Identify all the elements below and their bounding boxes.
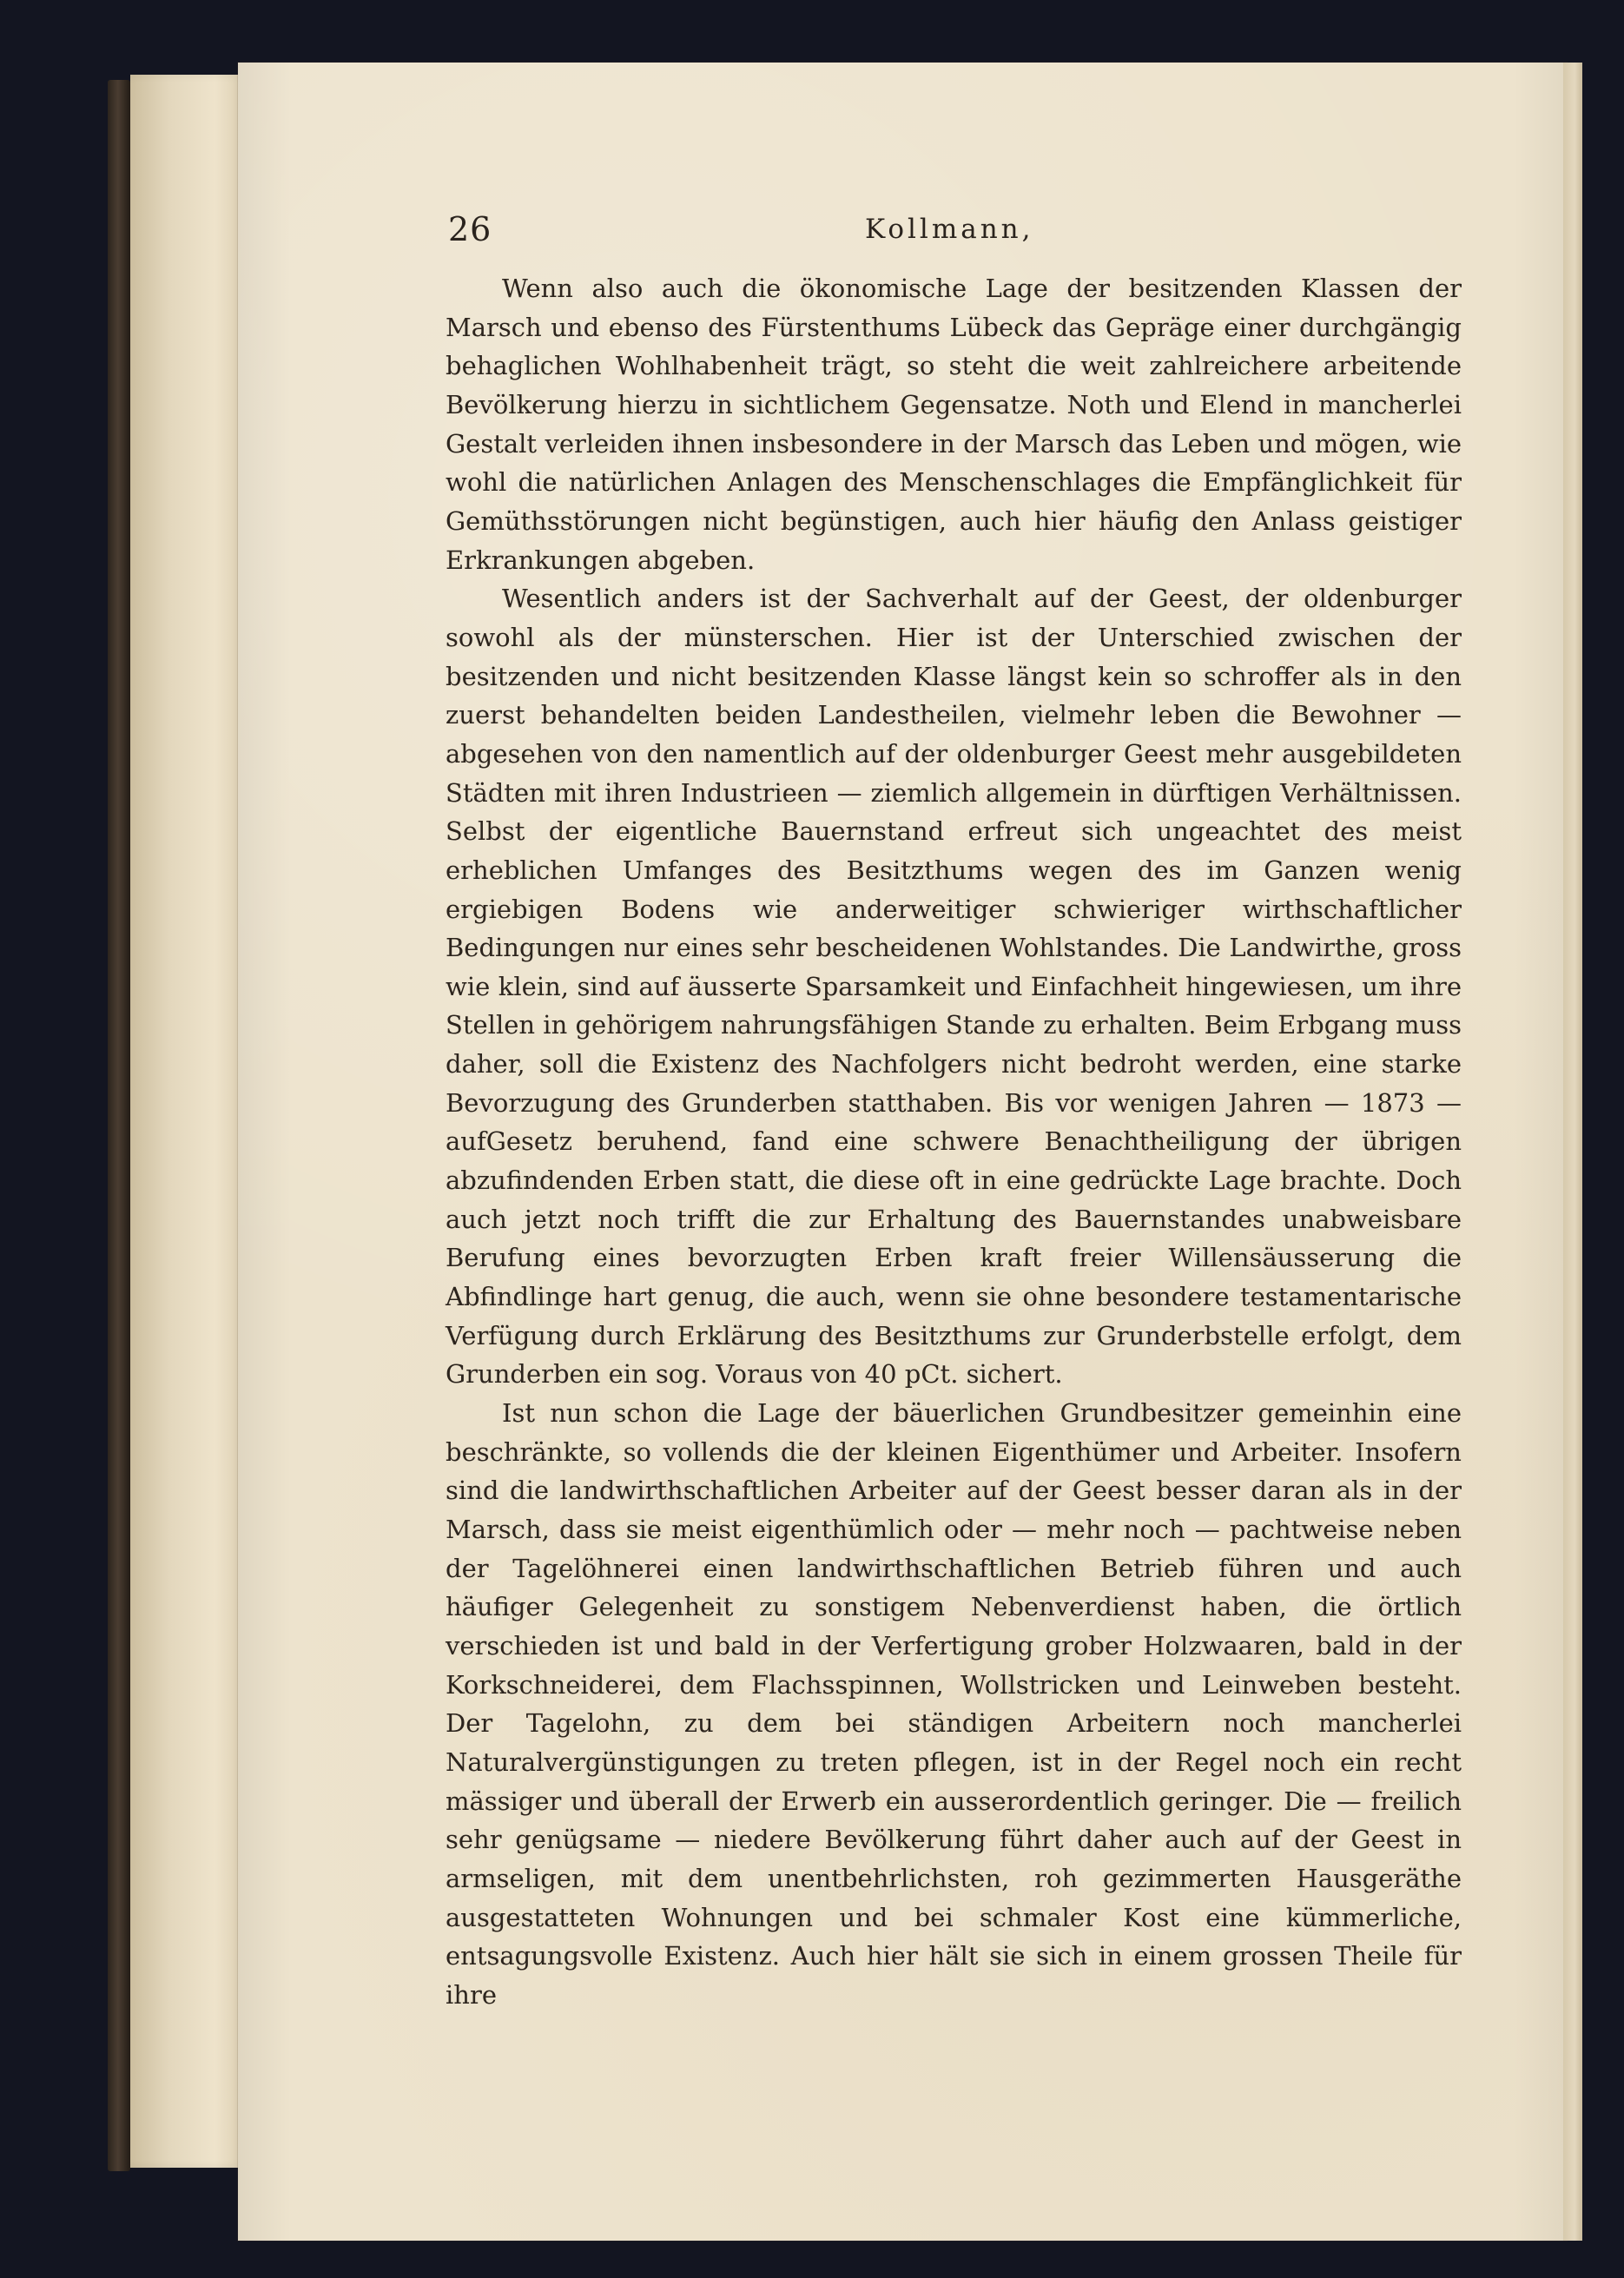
page-header (448, 207, 1464, 259)
page-fore-edge (1563, 63, 1582, 2241)
paragraph-marsch: Wenn also auch die ökonomische Lage der besitzenden Klassen der Marsch und ebenso des Fürstenthums Lübeck das Gepräge einer durchgängig behaglichen Wohlhabenheit trägt, so steht die weit zahlreichere arbeitende Bevölkerung hierzu in sichtlichem Gegensatze. Noth und Elend in mancherlei Gestalt verleiden ihnen insbesondere in der Marsch das Leben und mögen, wie wohl die natürlichen Anlagen des Menschenschlages die Empfänglichkeit für Gemüthsstörungen nicht begünstigen, auch hier häufig den Anlass geistiger Erkrankungen abgeben. (446, 274, 1462, 575)
facing-page-strip (130, 75, 243, 2168)
running-head: Kollmann, (865, 214, 1034, 245)
book-spine-edge (108, 80, 130, 2171)
paragraph-grundbesitzer: Ist nun schon die Lage der bäuerlichen Grundbesitzer gemeinhin eine beschränkte, so vollends die der kleinen Eigenthümer und Arbeiter. Insofern sind die landwirthschaftlichen Arbeiter auf der Geest besser daran als in der Marsch, dass sie meist eigenthümlich oder — mehr noch — pachtweise neben der Tagelöhnerei einen landwirthschaftlichen Betrieb führen und auch häufiger Gelegenheit zu sonstigem Nebenverdienst haben, die örtlich verschieden ist und bald in der Verfertigung grober Holzwaaren, bald in der Korkschneiderei, dem Flachsspinnen, Wollstricken und Leinweben besteht. Der Tagelohn, zu dem bei ständigen Arbeitern noch mancherlei Naturalvergünstigungen zu treten pflegen, ist in der Regel noch ein recht mässiger und überall der Erwerb ein ausserordentlich geringer. Die — freilich sehr genügsame — niedere Bevölkerung führt daher auch auf der Geest in armseligen, mit dem unentbehrlichsten, roh gezimmerten Hausgeräthe ausgestatteten Wohnungen und bei schmaler Kost eine kümmerliche, entsagungsvolle Existenz. Auch hier hält sie sich in einem grossen Theile für ihre (446, 1398, 1462, 2010)
paragraph-geest: Wesentlich anders ist der Sachverhalt auf der Geest, der oldenburger sowohl als der münsterschen. Hier ist der Unterschied zwischen der besitzenden und nicht besitzenden Klasse längst kein so schroffer als in den zuerst behandelten beiden Landestheilen, vielmehr leben die Bewohner — abgesehen von den namentlich auf der oldenburger Geest mehr ausgebildeten Städten mit ihren Industrieen — ziemlich allgemein in dürftigen Verhältnissen. Selbst der eigentliche Bauernstand erfreut sich ungeachtet des meist erheblichen Umfanges des Besitzthums wegen des im Ganzen wenig ergiebigen Bodens wie anderweitiger schwieriger wirthschaftlicher Bedingungen nur eines sehr bescheidenen Wohlstandes. Die Landwirthe, gross wie klein, sind auf äusserte Sparsamkeit und Einfachheit hingewiesen, um ihre Stellen in gehörigem nahrungsfähigen Stande zu erhalten. Beim Erbgang muss daher, soll die Existenz des Nachfolgers nicht bedroht werden, eine starke Bevorzugung des Grunderben statthaben. Bis vor wenigen Jahren — 1873 — aufGesetz beruhend, fand eine schwere Benachtheiligung der übrigen abzufindenden Erben statt, die diese oft in eine gedrückte Lage brachte. Doch auch jetzt noch trifft die zur Erhaltung des Bauernstandes unabweisbare Berufung eines bevorzugten Erben kraft freier Willensäusserung die Abfindlinge hart genug, die auch, wenn sie ohne besondere testamentarische Verfügung durch Erklärung des Besitzthums zur Grunderbstelle erfolgt, dem Grunderben ein sog. Voraus von 40 pCt. sichert. (446, 584, 1462, 1390)
page-number: 26 (448, 210, 492, 248)
body-text (446, 269, 1462, 2015)
